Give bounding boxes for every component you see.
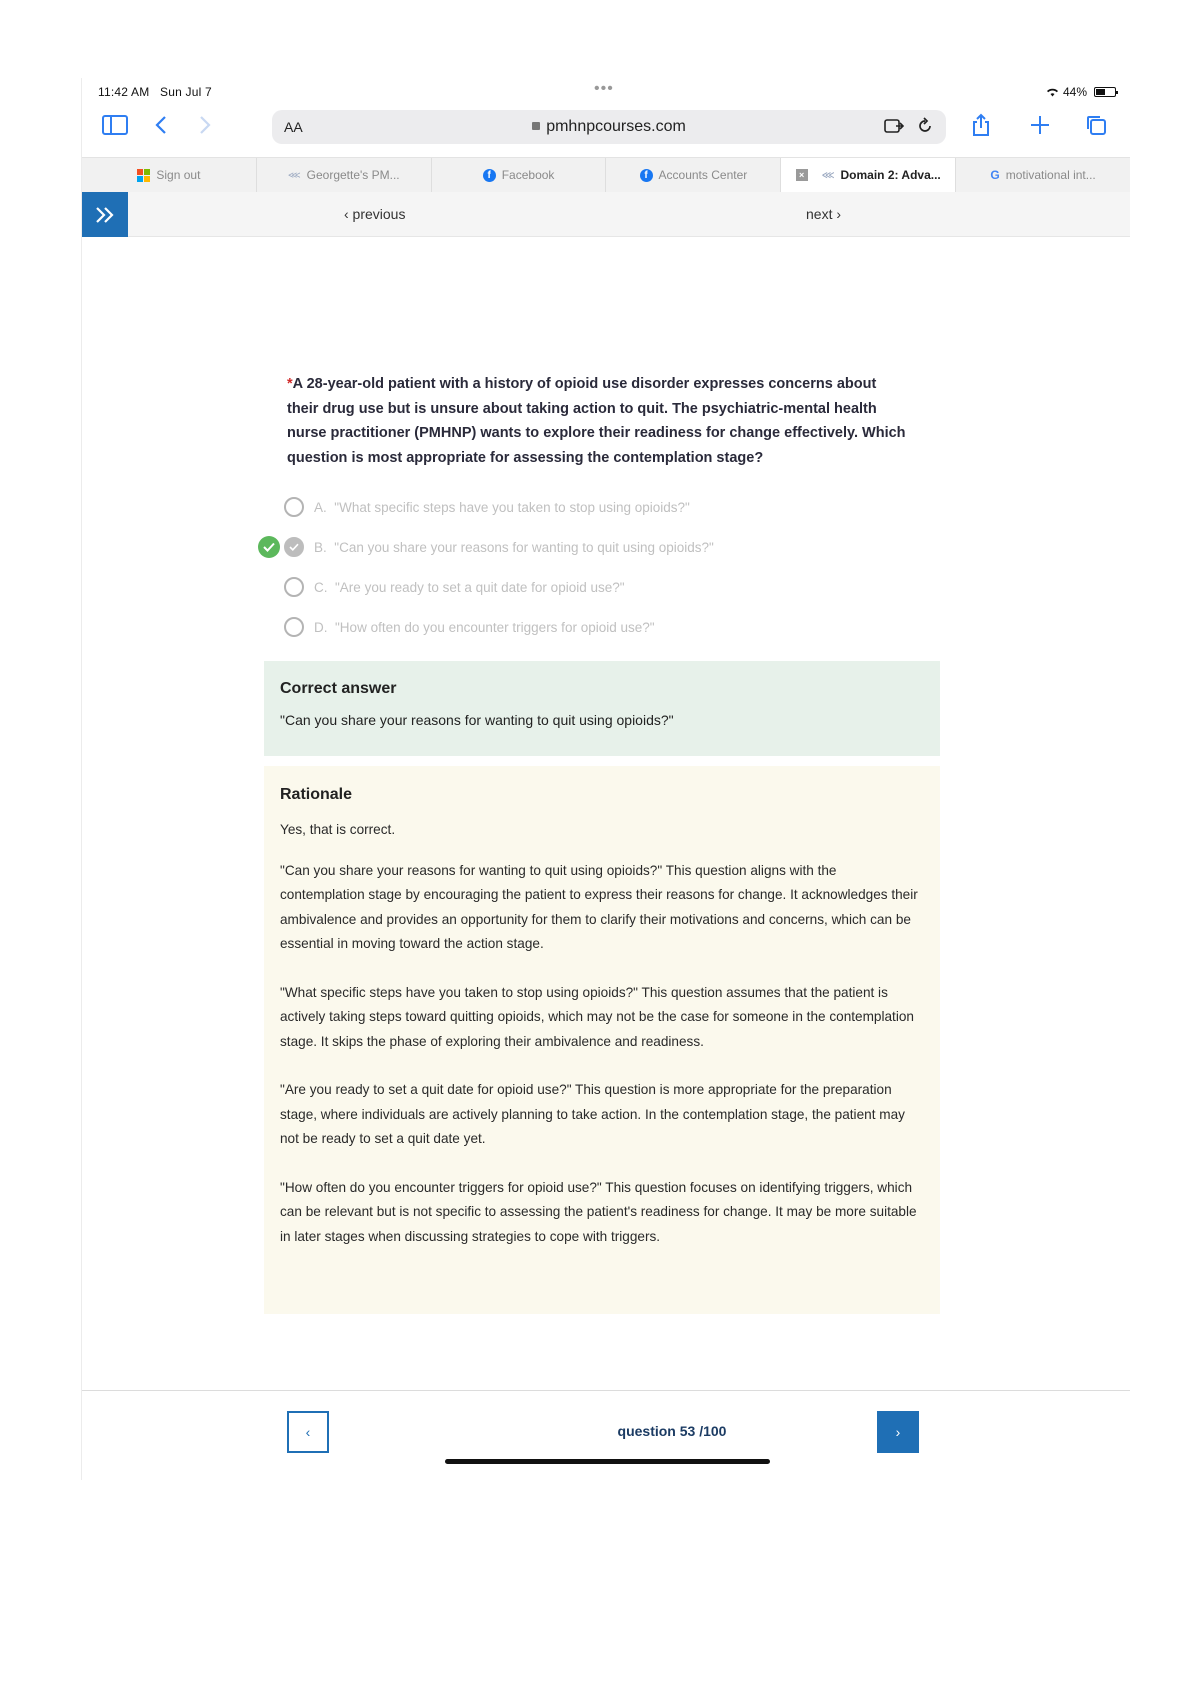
double-chevron-icon xyxy=(95,206,115,224)
close-tab-icon[interactable]: × xyxy=(796,169,808,181)
rationale-panel xyxy=(264,766,940,1314)
question-text: *A 28-year-old patient with a history of opioid use disorder expresses concerns about their drug use but is unsure about taking action to quit. The psychiatric-mental health nurse practitioner (PMHNP) wants to explore their readiness for change effectively. Which question is most appropriate for assessing the contemplation stage? xyxy=(287,376,906,466)
radio-c[interactable] xyxy=(284,577,304,597)
expand-menu-button[interactable] xyxy=(82,192,128,237)
tab-label: Accounts Center xyxy=(658,168,748,182)
option-text: D. "How often do you encounter triggers for opioid use?" xyxy=(314,619,655,635)
google-icon: G xyxy=(990,168,1000,182)
radio-a[interactable] xyxy=(284,497,304,517)
site-icon: ⋘ xyxy=(821,169,835,180)
tab-sign-out[interactable] xyxy=(82,158,257,192)
tab-georgettes[interactable] xyxy=(257,158,432,192)
reader-icon[interactable] xyxy=(884,117,904,140)
ipad-screen xyxy=(81,78,1129,1480)
correct-answer-panel xyxy=(264,661,940,756)
tab-motivational[interactable] xyxy=(956,158,1130,192)
forward-icon[interactable] xyxy=(192,110,218,140)
rationale-title: Rationale xyxy=(280,786,353,803)
correct-answer-text: "Can you share your reasons for wanting to quit using opioids?" xyxy=(280,712,674,728)
required-mark: * xyxy=(287,376,293,392)
rationale-paragraph: "Can you share your reasons for wanting to quit using opioids?" This question aligns with the contemplation stage by encouraging the patient to express their reasons for change. It acknowledges their ambivalence and provides an opportunity for them to clarify their motivations and concerns, which can be essential in moving toward the action stage. xyxy=(280,862,918,951)
reload-icon[interactable] xyxy=(916,117,934,140)
battery-icon xyxy=(1094,87,1116,97)
battery-percent: 44% xyxy=(1062,85,1087,99)
correct-check-icon xyxy=(258,536,280,558)
tabs-overview-icon[interactable] xyxy=(1083,110,1109,140)
status-bar xyxy=(82,78,1130,106)
radio-b[interactable] xyxy=(284,537,304,557)
option-d[interactable] xyxy=(258,607,878,647)
tab-facebook[interactable] xyxy=(432,158,607,192)
home-indicator[interactable] xyxy=(445,1459,770,1464)
back-icon[interactable] xyxy=(148,110,174,140)
sidebar-icon[interactable] xyxy=(100,110,130,140)
text-size-button[interactable]: AA xyxy=(284,119,303,135)
question-counter: question 53 /100 xyxy=(617,1423,727,1439)
facebook-icon: f xyxy=(640,169,653,182)
tab-label: Georgette's PM... xyxy=(306,168,400,182)
tab-label: motivational int... xyxy=(1005,168,1096,182)
previous-question-button[interactable]: ‹ xyxy=(287,1411,329,1453)
tab-bar xyxy=(82,157,1130,192)
answer-options xyxy=(258,487,878,647)
correct-answer-title: Correct answer xyxy=(280,680,397,697)
browser-toolbar xyxy=(82,106,1130,150)
option-a[interactable] xyxy=(258,487,878,527)
rationale-paragraph: "How often do you encounter triggers for opioid use?" This question focuses on identifying triggers, which can be relevant but is not specific to assessing the patient's readiness for change. It may be more suitable in later stages when discussing strategies to cope with triggers. xyxy=(280,1179,917,1244)
new-tab-icon[interactable] xyxy=(1027,110,1053,140)
rationale-intro: Yes, that is correct. xyxy=(280,822,396,837)
radio-d[interactable] xyxy=(284,617,304,637)
wifi-icon xyxy=(1046,87,1059,97)
status-time: 11:42 AM Sun Jul 7 xyxy=(98,85,212,99)
multitasking-dots[interactable]: ••• xyxy=(594,80,614,97)
facebook-icon: f xyxy=(483,169,496,182)
previous-link[interactable]: ‹ previous xyxy=(344,206,406,222)
tab-label: Sign out xyxy=(156,168,201,182)
next-question-button[interactable]: › xyxy=(877,1411,919,1453)
lock-icon xyxy=(532,122,540,130)
tab-label: Domain 2: Adva... xyxy=(840,168,941,182)
option-text: C. "Are you ready to set a quit date for opioid use?" xyxy=(314,579,625,595)
share-icon[interactable] xyxy=(968,110,994,140)
option-text: A. "What specific steps have you taken to stop using opioids?" xyxy=(314,499,690,515)
tab-domain-2[interactable] xyxy=(781,158,956,192)
rationale-paragraph: "What specific steps have you taken to stop using opioids?" This question assumes that the patient is actively taking steps toward quitting opioids, which may not be the case for someone in the contemplation stage. It skips the phase of exploring their ambivalence and readiness. xyxy=(280,984,914,1049)
tab-label: Facebook xyxy=(501,168,555,182)
microsoft-icon xyxy=(137,169,150,182)
address-bar[interactable] xyxy=(272,110,946,144)
footer-divider xyxy=(82,1390,1130,1391)
rationale-paragraph: "Are you ready to set a quit date for opioid use?" This question is more appropriate for the preparation stage, where individuals are actively planning to take action. In the contemplation stage, the patient may not be ready to set a quit date yet. xyxy=(280,1082,905,1146)
site-icon: ⋘ xyxy=(287,169,301,180)
next-link[interactable]: next › xyxy=(806,206,842,222)
option-text: B. "Can you share your reasons for wanting to quit using opioids?" xyxy=(314,539,714,555)
status-right xyxy=(1046,85,1116,99)
option-b[interactable] xyxy=(258,527,878,567)
option-c[interactable] xyxy=(258,567,878,607)
tab-accounts-center[interactable] xyxy=(606,158,781,192)
page-navigation xyxy=(82,192,1130,237)
url-text: pmhnpcourses.com xyxy=(272,118,946,136)
